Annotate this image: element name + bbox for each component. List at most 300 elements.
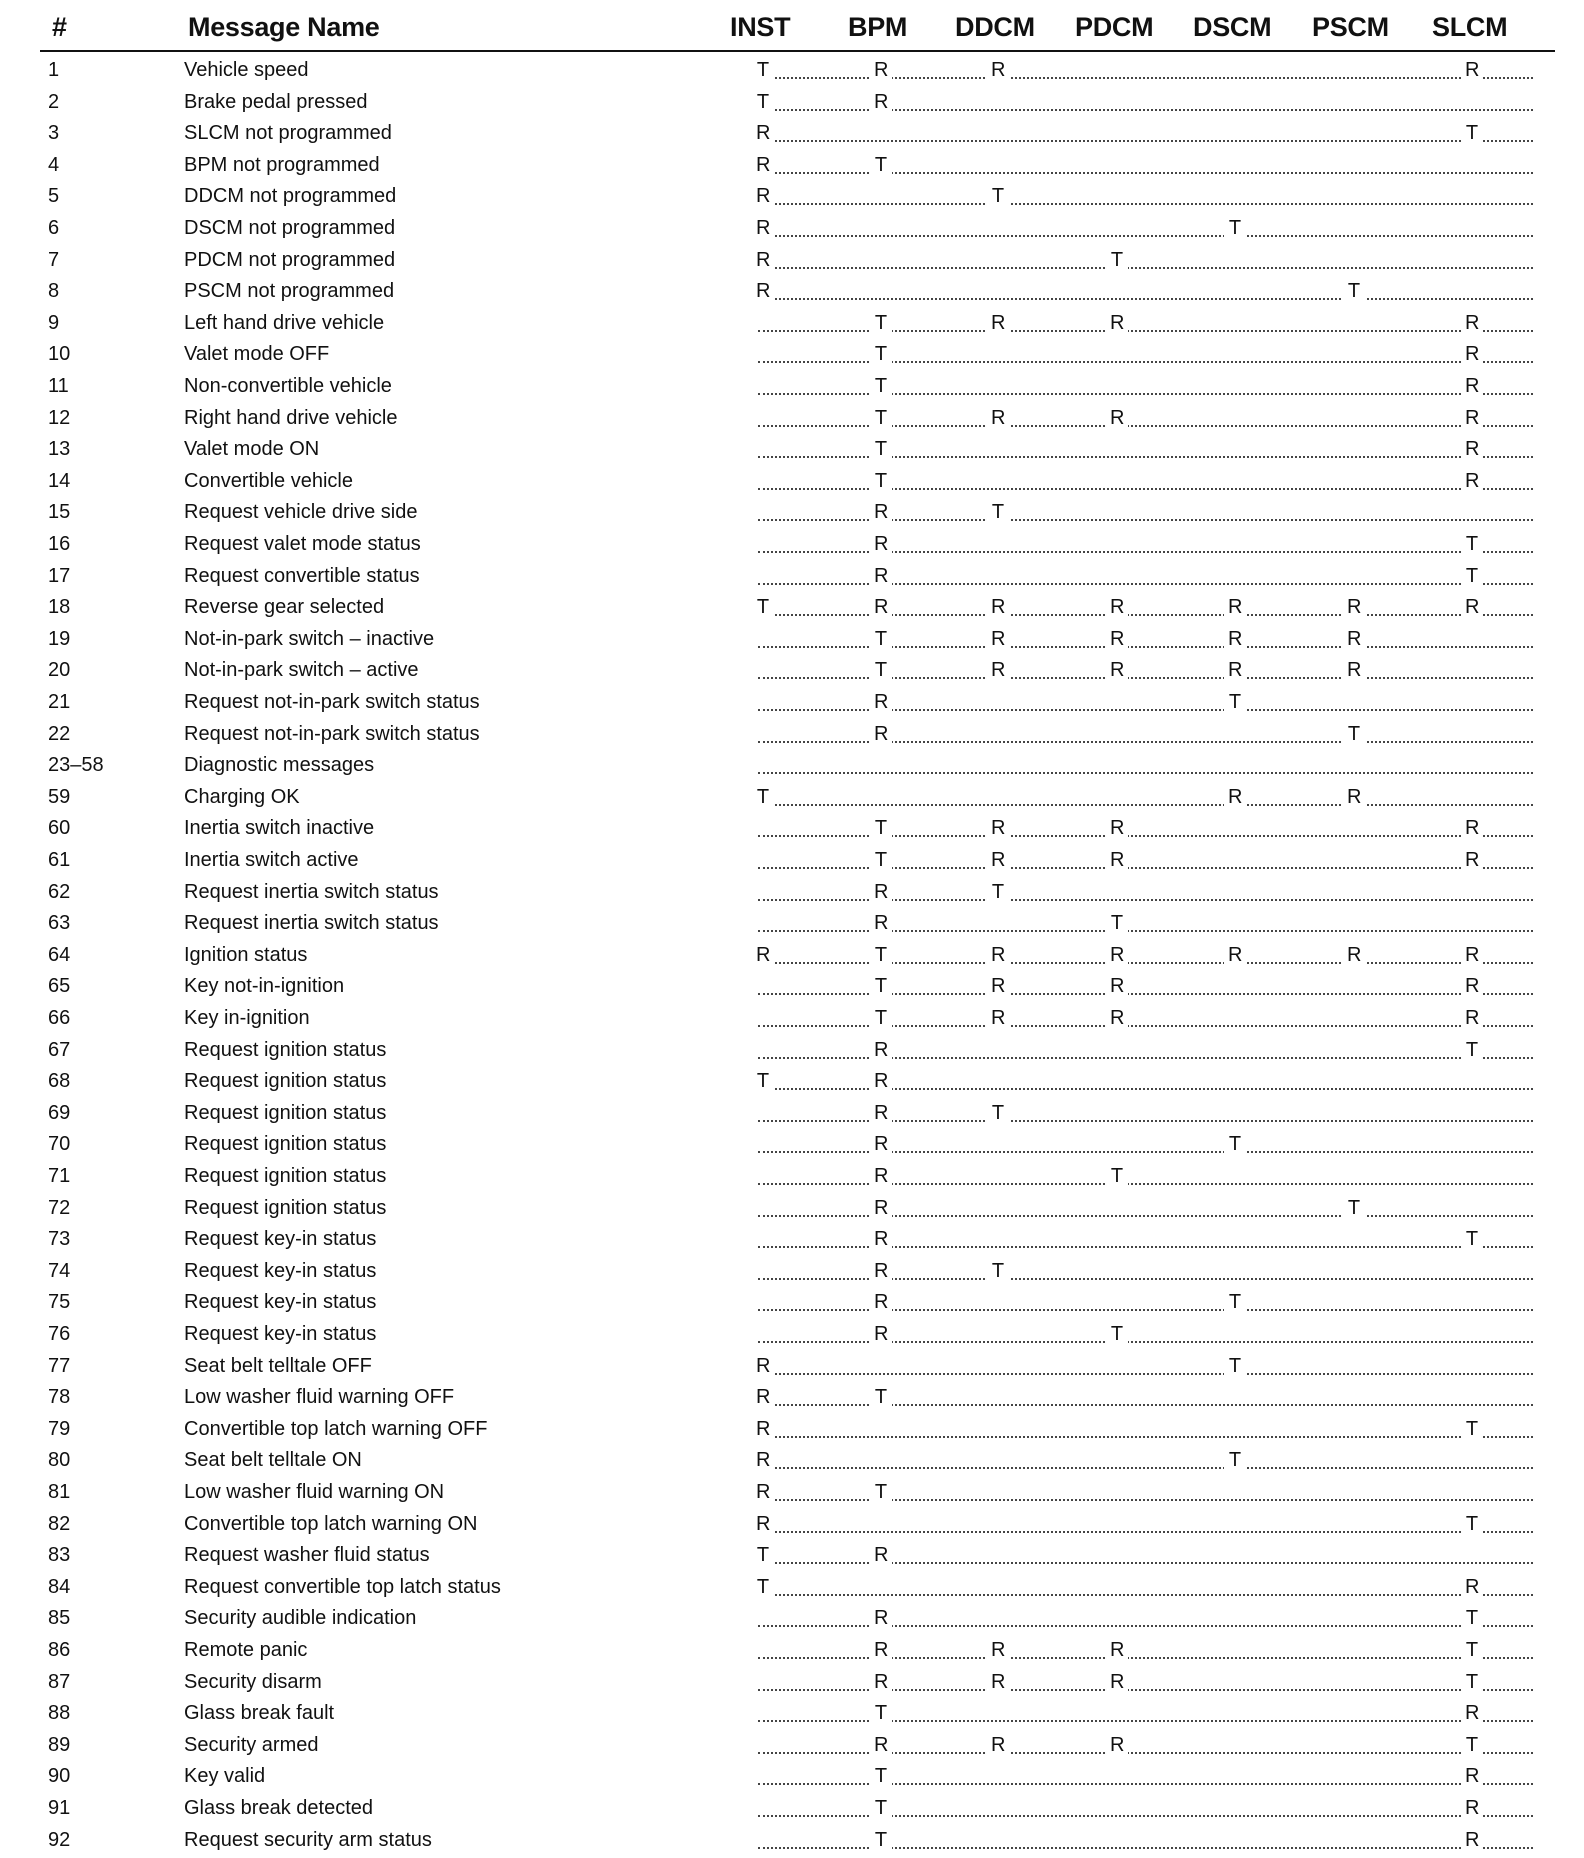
dot-leader xyxy=(758,1594,1533,1596)
row-message-name: Convertible top latch warning ON xyxy=(184,1512,478,1535)
row-message-name: Seat belt telltale ON xyxy=(184,1449,362,1472)
row-number: 9 xyxy=(48,311,60,334)
module-code-slcm: R xyxy=(1461,596,1483,619)
table-row xyxy=(0,1667,1584,1699)
module-code-inst: T xyxy=(752,91,774,114)
row-message-name: Vehicle speed xyxy=(184,59,309,81)
row-number: 91 xyxy=(48,1797,71,1819)
row-message-name: DSCM not programmed xyxy=(184,217,396,239)
module-code-slcm: R xyxy=(1461,817,1483,840)
table-row xyxy=(0,1161,1584,1193)
module-code-dscm: T xyxy=(1224,1291,1246,1314)
module-code-pdcm: R xyxy=(1106,312,1128,335)
row-message-name: Inertia switch inactive xyxy=(184,817,375,840)
row-number: 81 xyxy=(48,1481,71,1503)
module-code-bpm: T xyxy=(870,407,892,430)
module-code-slcm: R xyxy=(1461,438,1483,461)
module-code-slcm: T xyxy=(1461,122,1483,145)
row-number: 83 xyxy=(48,1544,71,1567)
row-number: 16 xyxy=(48,533,71,555)
module-code-ddcm: T xyxy=(987,501,1009,524)
row-number: 62 xyxy=(48,880,71,903)
row-number: 66 xyxy=(48,1007,71,1029)
row-message-name: Request ignition status xyxy=(184,1133,387,1156)
module-code-inst: R xyxy=(752,1355,774,1378)
table-row xyxy=(0,1351,1584,1383)
table-row xyxy=(0,1477,1584,1509)
module-code-pscm: R xyxy=(1343,628,1365,651)
table-row xyxy=(0,687,1584,719)
row-message-name: Valet mode OFF xyxy=(184,343,330,366)
row-message-name: Request inertia switch status xyxy=(184,912,439,935)
row-number: 86 xyxy=(48,1639,71,1661)
module-code-inst: R xyxy=(752,1386,774,1409)
table-row xyxy=(0,1445,1584,1477)
table-row xyxy=(0,1414,1584,1446)
table-row xyxy=(0,213,1584,245)
row-number: 85 xyxy=(48,1607,71,1630)
module-code-bpm: R xyxy=(870,691,892,714)
module-code-bpm: T xyxy=(870,1007,892,1030)
module-code-dscm: R xyxy=(1224,596,1246,619)
row-message-name: Key valid xyxy=(184,1765,266,1788)
table-row xyxy=(0,561,1584,593)
module-code-slcm: T xyxy=(1461,1418,1483,1441)
module-code-inst: T xyxy=(752,1576,774,1599)
table-row xyxy=(0,1287,1584,1319)
table-row xyxy=(0,813,1584,845)
module-code-dscm: R xyxy=(1224,786,1246,809)
row-message-name: Request vehicle drive side xyxy=(184,501,418,524)
table-row xyxy=(0,403,1584,435)
row-number: 5 xyxy=(48,185,60,208)
dot-leader xyxy=(758,1373,1533,1375)
module-code-inst: R xyxy=(752,1513,774,1536)
module-code-pscm: T xyxy=(1343,1197,1365,1220)
row-message-name: Right hand drive vehicle xyxy=(184,406,398,429)
module-code-dscm: T xyxy=(1224,691,1246,714)
row-message-name: Brake pedal pressed xyxy=(184,90,368,113)
row-message-name: PDCM not programmed xyxy=(184,248,396,271)
table-row xyxy=(0,529,1584,561)
module-code-slcm: R xyxy=(1461,343,1483,366)
table-row xyxy=(0,371,1584,403)
row-message-name: Valet mode ON xyxy=(184,438,320,461)
module-code-inst: R xyxy=(752,280,774,303)
table-row xyxy=(0,1635,1584,1667)
row-message-name: Request key-in status xyxy=(184,1323,377,1345)
row-number: 20 xyxy=(48,659,71,682)
dot-leader xyxy=(758,267,1533,269)
module-code-inst: R xyxy=(752,185,774,208)
module-code-ddcm: T xyxy=(987,185,1009,208)
row-number: 69 xyxy=(48,1101,71,1124)
row-number: 19 xyxy=(48,627,71,650)
table-row xyxy=(0,497,1584,529)
row-message-name: Request key-in status xyxy=(184,1259,377,1282)
module-code-dscm: R xyxy=(1224,659,1246,682)
row-message-name: Request ignition status xyxy=(184,1196,387,1219)
row-number: 90 xyxy=(48,1765,71,1788)
module-code-pdcm: R xyxy=(1106,1639,1128,1662)
module-code-inst: T xyxy=(752,596,774,619)
row-message-name: Request washer fluid status xyxy=(184,1544,430,1567)
module-code-slcm: R xyxy=(1461,1702,1483,1725)
dot-leader xyxy=(758,1436,1533,1438)
module-code-pscm: R xyxy=(1343,944,1365,967)
table-row xyxy=(0,1224,1584,1256)
table-row xyxy=(0,55,1584,87)
row-message-name: Remote panic xyxy=(184,1639,308,1661)
module-code-bpm: R xyxy=(870,1671,892,1694)
module-code-slcm: R xyxy=(1461,470,1483,493)
table-row xyxy=(0,1035,1584,1067)
module-code-pscm: T xyxy=(1343,280,1365,303)
row-message-name: Request security arm status xyxy=(184,1828,432,1851)
module-code-pdcm: T xyxy=(1106,249,1128,272)
module-code-dscm: T xyxy=(1224,217,1246,240)
row-message-name: Security armed xyxy=(184,1733,319,1756)
table-row xyxy=(0,1761,1584,1793)
module-code-slcm: R xyxy=(1461,59,1483,82)
module-code-pscm: R xyxy=(1343,786,1365,809)
module-code-slcm: T xyxy=(1461,1639,1483,1662)
module-code-bpm: R xyxy=(870,1165,892,1188)
row-message-name: Not-in-park switch – active xyxy=(184,659,419,682)
module-code-inst: R xyxy=(752,154,774,177)
module-code-dscm: T xyxy=(1224,1355,1246,1378)
module-code-bpm: T xyxy=(870,470,892,493)
module-code-ddcm: R xyxy=(987,944,1009,967)
table-row xyxy=(0,1825,1584,1857)
row-message-name: Request not-in-park switch status xyxy=(184,722,480,745)
module-code-dscm: T xyxy=(1224,1449,1246,1472)
module-code-bpm: T xyxy=(870,1797,892,1820)
module-code-pdcm: R xyxy=(1106,849,1128,872)
row-number: 89 xyxy=(48,1733,71,1756)
row-number: 87 xyxy=(48,1670,71,1693)
table-row xyxy=(0,1603,1584,1635)
module-code-bpm: T xyxy=(870,154,892,177)
module-code-inst: R xyxy=(752,1449,774,1472)
module-code-bpm: R xyxy=(870,91,892,114)
row-message-name: Low washer fluid warning ON xyxy=(184,1481,445,1503)
table-row xyxy=(0,1003,1584,1035)
row-number: 61 xyxy=(48,849,71,871)
module-code-ddcm: R xyxy=(987,849,1009,872)
table-row xyxy=(0,624,1584,656)
table-row xyxy=(0,339,1584,371)
row-number: 68 xyxy=(48,1070,71,1093)
table-row xyxy=(0,1730,1584,1762)
module-code-slcm: T xyxy=(1461,1039,1483,1062)
row-message-name: Reverse gear selected xyxy=(184,596,385,619)
module-code-bpm: T xyxy=(870,343,892,366)
row-message-name: Security disarm xyxy=(184,1670,322,1693)
row-number: 88 xyxy=(48,1702,71,1725)
header-pscm: PSCM xyxy=(1312,12,1389,42)
dot-leader xyxy=(758,1531,1533,1533)
row-number: 23–58 xyxy=(48,754,104,777)
row-number: 60 xyxy=(48,817,71,840)
module-code-pdcm: R xyxy=(1106,817,1128,840)
module-code-inst: R xyxy=(752,944,774,967)
module-code-bpm: R xyxy=(870,1228,892,1251)
row-number: 79 xyxy=(48,1417,71,1440)
module-code-pdcm: R xyxy=(1106,1007,1128,1030)
module-code-pdcm: T xyxy=(1106,1165,1128,1188)
row-number: 2 xyxy=(48,90,60,113)
module-code-pdcm: R xyxy=(1106,596,1128,619)
table-row xyxy=(0,655,1584,687)
module-code-bpm: T xyxy=(870,849,892,872)
module-code-ddcm: R xyxy=(987,1734,1009,1757)
module-code-ddcm: R xyxy=(987,628,1009,651)
table-row xyxy=(0,276,1584,308)
module-code-bpm: R xyxy=(870,1291,892,1314)
module-code-bpm: R xyxy=(870,1133,892,1156)
table-row xyxy=(0,181,1584,213)
row-number: 72 xyxy=(48,1196,71,1219)
table-row xyxy=(0,1540,1584,1572)
row-message-name: Request key-in status xyxy=(184,1228,377,1251)
module-code-bpm: R xyxy=(870,59,892,82)
module-code-bpm: T xyxy=(870,944,892,967)
module-code-pdcm: T xyxy=(1106,1323,1128,1346)
row-number: 13 xyxy=(48,438,71,461)
module-code-slcm: R xyxy=(1461,1797,1483,1820)
dot-leader xyxy=(758,772,1533,774)
row-message-name: Convertible top latch warning OFF xyxy=(184,1417,488,1440)
table-header xyxy=(0,12,1584,52)
row-number: 75 xyxy=(48,1291,71,1314)
module-code-slcm: R xyxy=(1461,407,1483,430)
module-code-slcm: R xyxy=(1461,1829,1483,1852)
module-code-ddcm: T xyxy=(987,1260,1009,1283)
table-row xyxy=(0,1098,1584,1130)
table-row xyxy=(0,245,1584,277)
module-code-ddcm: R xyxy=(987,407,1009,430)
row-message-name: Glass break fault xyxy=(184,1702,335,1725)
row-message-name: Request inertia switch status xyxy=(184,880,439,903)
module-code-slcm: R xyxy=(1461,849,1483,872)
table-row xyxy=(0,1382,1584,1414)
row-message-name: Key in-ignition xyxy=(184,1007,310,1029)
dot-leader xyxy=(758,298,1533,300)
table-row xyxy=(0,908,1584,940)
row-number: 17 xyxy=(48,564,71,587)
module-code-ddcm: R xyxy=(987,312,1009,335)
module-code-pdcm: R xyxy=(1106,975,1128,998)
module-code-pscm: T xyxy=(1343,723,1365,746)
row-message-name: Low washer fluid warning OFF xyxy=(184,1386,455,1409)
module-code-bpm: R xyxy=(870,881,892,904)
table-row xyxy=(0,1509,1584,1541)
module-code-inst: T xyxy=(752,786,774,809)
module-code-inst: R xyxy=(752,1481,774,1504)
module-code-ddcm: R xyxy=(987,975,1009,998)
table-row xyxy=(0,1319,1584,1351)
module-code-ddcm: R xyxy=(987,659,1009,682)
module-code-bpm: T xyxy=(870,817,892,840)
row-number: 70 xyxy=(48,1133,71,1156)
row-number: 22 xyxy=(48,722,71,745)
module-code-pdcm: T xyxy=(1106,912,1128,935)
row-message-name: Inertia switch active xyxy=(184,849,359,871)
module-code-bpm: R xyxy=(870,1039,892,1062)
module-code-bpm: R xyxy=(870,1323,892,1346)
row-message-name: Left hand drive vehicle xyxy=(184,311,385,334)
module-code-slcm: R xyxy=(1461,375,1483,398)
row-number: 12 xyxy=(48,406,71,429)
module-code-pdcm: R xyxy=(1106,407,1128,430)
module-code-pdcm: R xyxy=(1106,944,1128,967)
row-number: 76 xyxy=(48,1323,71,1345)
module-code-inst: R xyxy=(752,122,774,145)
module-code-inst: R xyxy=(752,1418,774,1441)
module-code-slcm: T xyxy=(1461,1734,1483,1757)
module-code-slcm: T xyxy=(1461,565,1483,588)
row-number: 74 xyxy=(48,1259,71,1282)
table-row xyxy=(0,1129,1584,1161)
module-code-dscm: R xyxy=(1224,628,1246,651)
module-code-ddcm: T xyxy=(987,1102,1009,1125)
row-number: 6 xyxy=(48,217,60,239)
row-message-name: Ignition status xyxy=(184,943,308,966)
table-row xyxy=(0,118,1584,150)
row-message-name: Request key-in status xyxy=(184,1291,377,1314)
module-code-bpm: R xyxy=(870,1260,892,1283)
header-rule xyxy=(40,50,1555,52)
row-number: 8 xyxy=(48,280,60,303)
module-code-pscm: R xyxy=(1343,596,1365,619)
module-code-slcm: R xyxy=(1461,944,1483,967)
row-number: 71 xyxy=(48,1165,71,1187)
row-number: 92 xyxy=(48,1828,71,1851)
row-message-name: Request ignition status xyxy=(184,1165,387,1187)
module-code-bpm: R xyxy=(870,1070,892,1093)
row-message-name: Request convertible status xyxy=(184,564,420,587)
row-number: 11 xyxy=(48,375,69,397)
module-code-slcm: R xyxy=(1461,1576,1483,1599)
dot-leader xyxy=(758,1467,1533,1469)
module-code-pdcm: R xyxy=(1106,1671,1128,1694)
module-code-slcm: T xyxy=(1461,1671,1483,1694)
table-row xyxy=(0,150,1584,182)
row-number: 82 xyxy=(48,1512,71,1535)
row-message-name: Request ignition status xyxy=(184,1038,387,1061)
row-message-name: DDCM not programmed xyxy=(184,185,397,208)
table-row xyxy=(0,719,1584,751)
module-code-inst: T xyxy=(752,1544,774,1567)
module-code-bpm: T xyxy=(870,312,892,335)
module-code-bpm: T xyxy=(870,1765,892,1788)
row-message-name: Convertible vehicle xyxy=(184,469,353,492)
table-row xyxy=(0,1572,1584,1604)
table-row xyxy=(0,1256,1584,1288)
row-number: 64 xyxy=(48,943,71,966)
module-code-slcm: R xyxy=(1461,975,1483,998)
row-message-name: Charging OK xyxy=(184,785,300,808)
row-number: 15 xyxy=(48,501,71,524)
module-code-bpm: T xyxy=(870,1829,892,1852)
module-code-pscm: R xyxy=(1343,659,1365,682)
module-code-ddcm: T xyxy=(987,881,1009,904)
header-slcm: SLCM xyxy=(1432,12,1508,42)
row-message-name: Security audible indication xyxy=(184,1607,417,1630)
dot-leader xyxy=(758,235,1533,237)
table-row xyxy=(0,750,1584,782)
table-row xyxy=(0,592,1584,624)
module-code-inst: R xyxy=(752,217,774,240)
module-code-bpm: T xyxy=(870,1386,892,1409)
module-code-ddcm: R xyxy=(987,817,1009,840)
module-code-bpm: R xyxy=(870,912,892,935)
module-code-bpm: T xyxy=(870,659,892,682)
module-code-bpm: R xyxy=(870,565,892,588)
module-code-bpm: R xyxy=(870,533,892,556)
module-code-dscm: T xyxy=(1224,1133,1246,1156)
row-message-name: BPM not programmed xyxy=(184,153,380,176)
module-code-bpm: T xyxy=(870,375,892,398)
row-number: 67 xyxy=(48,1038,71,1061)
dot-leader xyxy=(758,203,1533,205)
table-row xyxy=(0,877,1584,909)
table-row xyxy=(0,971,1584,1003)
module-code-ddcm: R xyxy=(987,1007,1009,1030)
row-message-name: Seat belt telltale OFF xyxy=(184,1354,372,1377)
row-message-name: Diagnostic messages xyxy=(184,754,375,777)
row-number: 77 xyxy=(48,1354,71,1377)
module-code-bpm: R xyxy=(870,1197,892,1220)
row-message-name: Request convertible top latch status xyxy=(184,1575,501,1598)
row-message-name: Key not-in-ignition xyxy=(184,975,345,998)
row-number: 65 xyxy=(48,975,71,998)
row-number: 18 xyxy=(48,596,71,619)
row-number: 80 xyxy=(48,1449,71,1472)
row-number: 14 xyxy=(48,469,71,492)
table-row xyxy=(0,434,1584,466)
header-bpm: BPM xyxy=(848,12,908,42)
row-number: 7 xyxy=(48,248,60,271)
row-message-name: SLCM not programmed xyxy=(184,122,392,145)
module-code-slcm: T xyxy=(1461,1228,1483,1251)
module-code-inst: R xyxy=(752,249,774,272)
table-row xyxy=(0,940,1584,972)
module-code-bpm: T xyxy=(870,438,892,461)
table-row xyxy=(0,466,1584,498)
row-number: 78 xyxy=(48,1386,71,1409)
module-code-slcm: R xyxy=(1461,1007,1483,1030)
module-code-inst: T xyxy=(752,59,774,82)
row-number: 3 xyxy=(48,122,60,145)
module-code-dscm: R xyxy=(1224,944,1246,967)
row-message-name: Request ignition status xyxy=(184,1070,387,1093)
module-code-slcm: T xyxy=(1461,533,1483,556)
row-number: 84 xyxy=(48,1575,71,1598)
module-code-slcm: R xyxy=(1461,312,1483,335)
module-code-bpm: R xyxy=(870,723,892,746)
module-code-bpm: T xyxy=(870,1702,892,1725)
header-message-name: Message Name xyxy=(188,12,380,42)
row-number: 1 xyxy=(48,59,60,81)
module-code-bpm: R xyxy=(870,1102,892,1125)
row-message-name: Request valet mode status xyxy=(184,533,421,555)
row-number: 10 xyxy=(48,343,71,366)
table-row xyxy=(0,1193,1584,1225)
header-dscm: DSCM xyxy=(1193,12,1272,42)
header-number: # xyxy=(52,12,67,42)
